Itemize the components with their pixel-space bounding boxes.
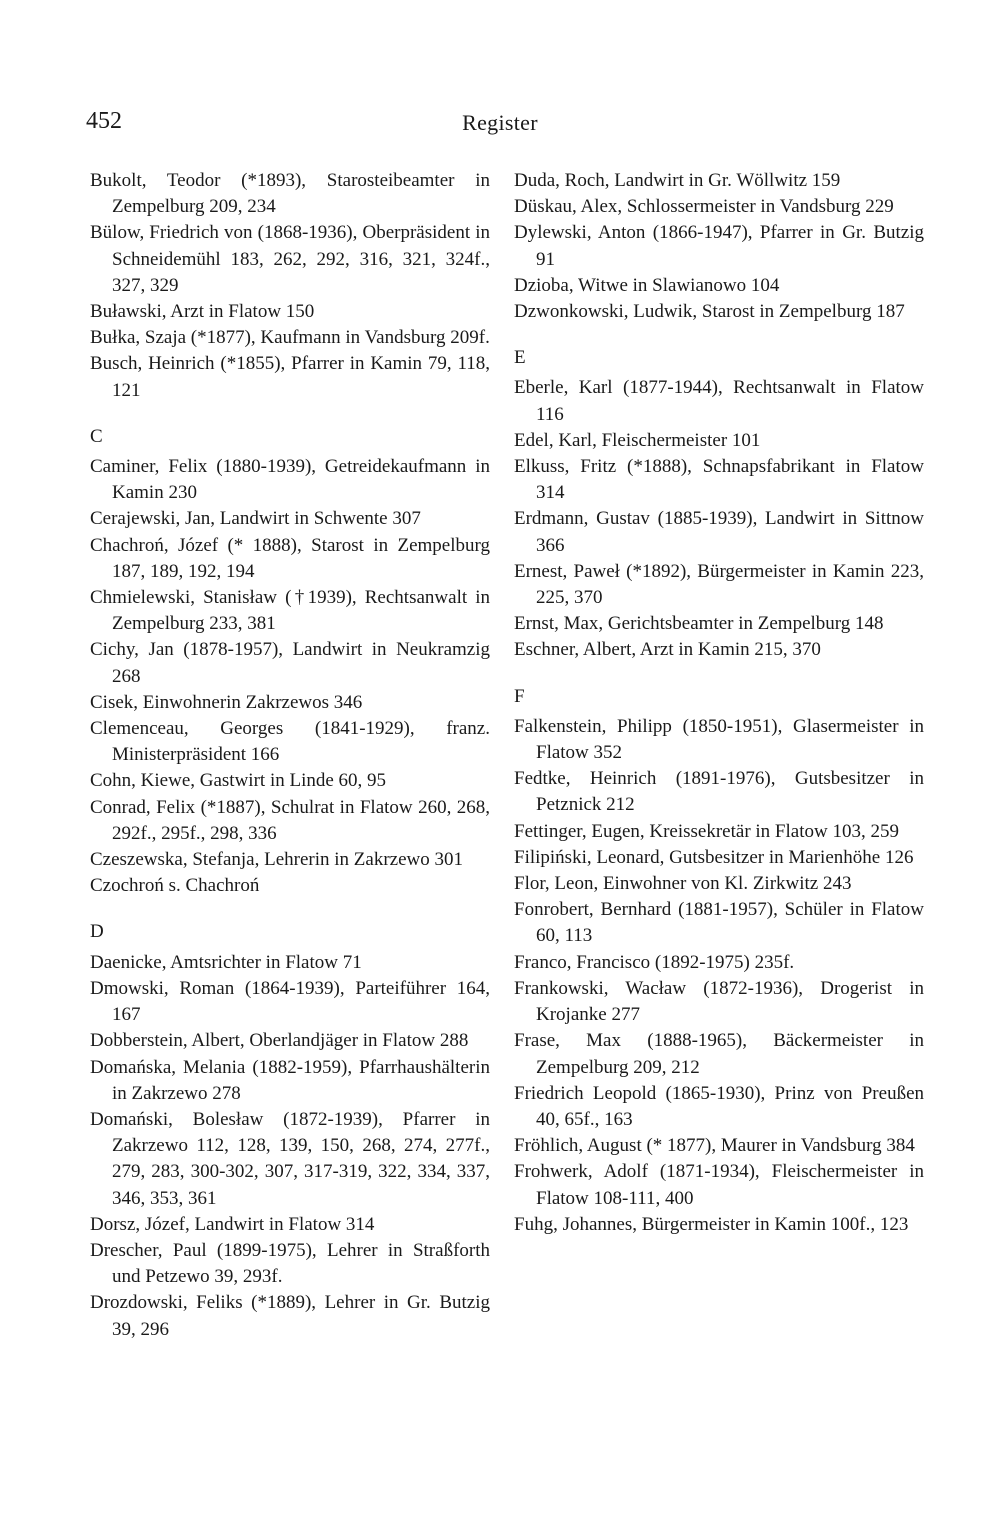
index-entry: Dorsz, Józef, Landwirt in Flatow 314 [90,1213,375,1235]
index-entry: Czochroń s. Chachroń [90,875,260,897]
index-entry: Falkenstein, Philipp (1850-1951), Glasermeister in Flatow 352 [514,715,924,764]
index-entry: Domański, Bolesław (1872-1939), Pfarrer in Zakrzewo 112, 128, 139, 150, 268, 274, 277f., 279, 283, 300-302, 307, 317-319, 322, 334, 337, 346, 353, 361 [90,1108,490,1209]
index-column-left [90,168,490,1343]
index-entry: Cohn, Kiewe, Gastwirt in Linde 60, 95 [90,770,387,792]
index-entry: Frohwerk, Adolf (1871-1934), Fleischermeister in Flatow 108-111, 400 [514,1161,924,1209]
index-entry: Dmowski, Roman (1864-1939), Parteiführer 164, 167 [90,977,490,1026]
index-entry: Eschner, Albert, Arzt in Kamin 215, 370 [514,639,821,661]
index-entry: Bułka, Szaja (*1877), Kaufmann in Vandsburg 209f. [90,327,490,349]
index-entry: Chmielewski, Stanisław (†1939), Rechtsanwalt in Zempelburg 233, 381 [90,587,490,635]
index-entry: Edel, Karl, Fleischermeister 101 [514,429,761,451]
index-entry: Fettinger, Eugen, Kreissekretär in Flatow 103, 259 [514,820,899,842]
index-entry: Frankowski, Wacław (1872-1936), Drogerist in Krojanke 277 [514,977,924,1026]
index-entry: Busch, Heinrich (*1855), Pfarrer in Kamin 79, 118, 121 [90,353,490,401]
index-entry: Dzioba, Witwe in Slawianowo 104 [514,274,780,296]
index-entry: Fedtke, Heinrich (1891-1976), Gutsbesitzer in Petznick 212 [514,768,924,816]
section-letter: F [514,685,525,707]
index-entry: Frase, Max (1888-1965), Bäckermeister in Zempelburg 209, 212 [514,1030,924,1078]
index-entry: Dobberstein, Albert, Oberlandjäger in Flatow 288 [90,1030,469,1052]
index-entry: Franco, Francisco (1892-1975) 235f. [514,951,795,973]
index-entry: Daenicke, Amtsrichter in Flatow 71 [90,951,362,973]
index-entry: Eberle, Karl (1877-1944), Rechtsanwalt in Flatow 116 [514,377,924,425]
section-letter: D [90,921,104,943]
index-entry: Fonrobert, Bernhard (1881-1957), Schüler in Flatow 60, 113 [514,899,924,947]
index-entry: Drescher, Paul (1899-1975), Lehrer in Straßforth und Petzewo 39, 293f. [90,1239,490,1288]
index-entry: Cerajewski, Jan, Landwirt in Schwente 307 [90,508,421,530]
index-entry: Cisek, Einwohnerin Zakrzewos 346 [90,691,363,713]
index-entry: Bülow, Friedrich von (1868-1936), Oberpräsident in Schneidemühl 183, 262, 292, 316, 321, 324f., 327, 329 [90,222,490,296]
index-entry: Elkuss, Fritz (*1888), Schnapsfabrikant in Flatow 314 [514,456,924,504]
index-entry: Czeszewska, Stefanja, Lehrerin in Zakrzewo 301 [90,849,463,871]
index-entry: Düskau, Alex, Schlossermeister in Vandsburg 229 [514,196,894,218]
index-entry: Dzwonkowski, Ludwik, Starost in Zempelburg 187 [514,301,905,323]
running-head: Register [462,110,538,135]
index-entry: Chachroń, Józef (* 1888), Starost in Zempelburg 187, 189, 192, 194 [90,534,490,582]
index-entry: Clemenceau, Georges (1841-1929), franz. Ministerpräsident 166 [90,718,490,766]
index-entry: Fuhg, Johannes, Bürgermeister in Kamin 100f., 123 [514,1213,909,1235]
index-entry: Flor, Leon, Einwohner von Kl. Zirkwitz 243 [514,873,852,895]
index-entry: Drozdowski, Feliks (*1889), Lehrer in Gr. Butzig 39, 296 [90,1292,490,1340]
page-number: 452 [86,108,122,134]
section-letter: C [90,425,103,447]
section-letter: E [514,347,526,369]
index-entry: Dylewski, Anton (1866-1947), Pfarrer in Gr. Butzig 91 [514,222,924,270]
index-column-right [514,168,924,1238]
index-entry: Buławski, Arzt in Flatow 150 [90,301,315,323]
index-entry: Ernst, Max, Gerichtsbeamter in Zempelburg 148 [514,613,884,635]
index-entry: Conrad, Felix (*1887), Schulrat in Flatow 260, 268, 292f., 295f., 298, 336 [90,796,490,844]
index-entry: Erdmann, Gustav (1885-1939), Landwirt in Sittnow 366 [514,508,924,556]
index-entry: Friedrich Leopold (1865-1930), Prinz von Preußen 40, 65f., 163 [514,1082,924,1130]
index-entry: Caminer, Felix (1880-1939), Getreidekaufmann in Kamin 230 [90,456,490,504]
index-entry: Ernest, Paweł (*1892), Bürgermeister in Kamin 223, 225, 370 [514,560,924,609]
index-entry: Duda, Roch, Landwirt in Gr. Wöllwitz 159 [514,170,841,191]
index-entry: Bukolt, Teodor (*1893), Starosteibeamter in Zempelburg 209, 234 [90,170,490,218]
index-entry: Filipiński, Leonard, Gutsbesitzer in Marienhöhe 126 [514,846,914,868]
index-entry: Domańska, Melania (1882-1959), Pfarrhaushälterin in Zakrzewo 278 [90,1056,490,1104]
index-entry: Fröhlich, August (* 1877), Maurer in Vandsburg 384 [514,1135,915,1157]
index-entry: Cichy, Jan (1878-1957), Landwirt in Neukramzig 268 [90,639,490,687]
